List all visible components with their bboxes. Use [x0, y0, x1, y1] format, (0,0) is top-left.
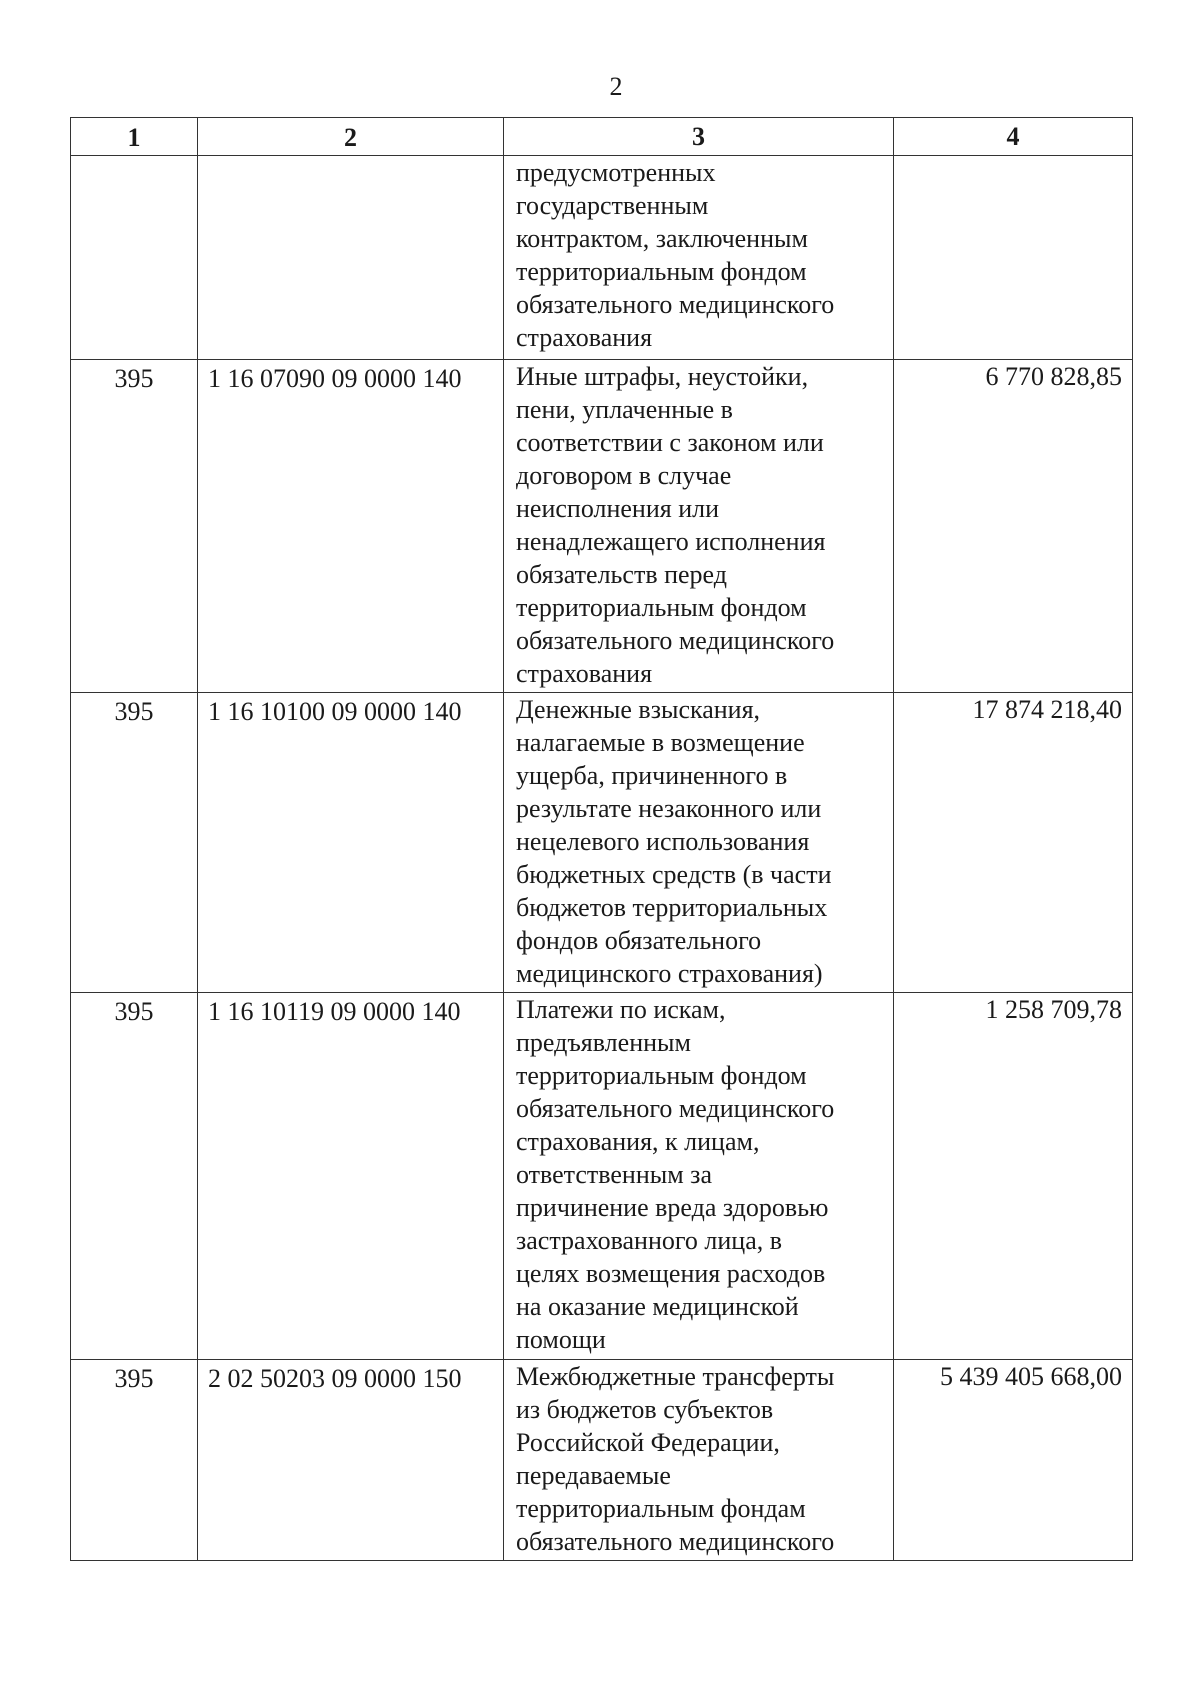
- cell-amount: [894, 156, 1133, 360]
- cell-budget-code: 1 16 07090 09 0000 140: [198, 360, 504, 693]
- cell-amount: 17 874 218,40: [894, 693, 1133, 993]
- cell-amount: 1 258 709,78: [894, 993, 1133, 1360]
- cell-amount: 5 439 405 668,00: [894, 1360, 1133, 1561]
- cell-description: Денежные взыскания, налагаемые в возмещение ущерба, причиненного в результате незаконного или нецелевого использования бюджетных средств (в части бюджетов территориальных фондов обязательного медицинского страхования): [504, 693, 894, 993]
- cell-description: Межбюджетные трансферты из бюджетов субъектов Российской Федерации, передаваемые территориальным фондам обязательного медицинского: [504, 1360, 894, 1561]
- header-col-3: 3: [504, 118, 894, 156]
- header-col-1: 1: [71, 118, 198, 156]
- table-row: [71, 1360, 1133, 1561]
- table-row: [71, 993, 1133, 1360]
- cell-admin-code: 395: [71, 1360, 198, 1561]
- table-row: [71, 360, 1133, 693]
- cell-admin-code: 395: [71, 360, 198, 693]
- budget-table: [70, 117, 1133, 1561]
- cell-budget-code: 1 16 10100 09 0000 140: [198, 693, 504, 993]
- cell-admin-code: [71, 156, 198, 360]
- cell-admin-code: 395: [71, 693, 198, 993]
- cell-admin-code: 395: [71, 993, 198, 1360]
- cell-budget-code: 2 02 50203 09 0000 150: [198, 1360, 504, 1561]
- header-col-4: 4: [894, 118, 1133, 156]
- table-row: [71, 693, 1133, 993]
- table-row: [71, 156, 1133, 360]
- cell-description: Иные штрафы, неустойки, пени, уплаченные в соответствии с законом или договором в случае неисполнения или ненадлежащего исполнения обязательств перед территориальным фондом обязательного медицинского страхования: [504, 360, 894, 693]
- cell-description: предусмотренных государственным контрактом, заключенным территориальным фондом обязательного медицинского страхования: [504, 156, 894, 360]
- cell-budget-code: 1 16 10119 09 0000 140: [198, 993, 504, 1360]
- cell-amount: 6 770 828,85: [894, 360, 1133, 693]
- cell-description: Платежи по искам, предъявленным территориальным фондом обязательного медицинского страхования, к лицам, ответственным за причинение вреда здоровью застрахованного лица, в целях возмещения расходов на оказание медицинской помощи: [504, 993, 894, 1360]
- cell-budget-code: [198, 156, 504, 360]
- header-col-2: 2: [198, 118, 504, 156]
- table-header-row: [71, 118, 1133, 156]
- page-number: 2: [609, 72, 623, 101]
